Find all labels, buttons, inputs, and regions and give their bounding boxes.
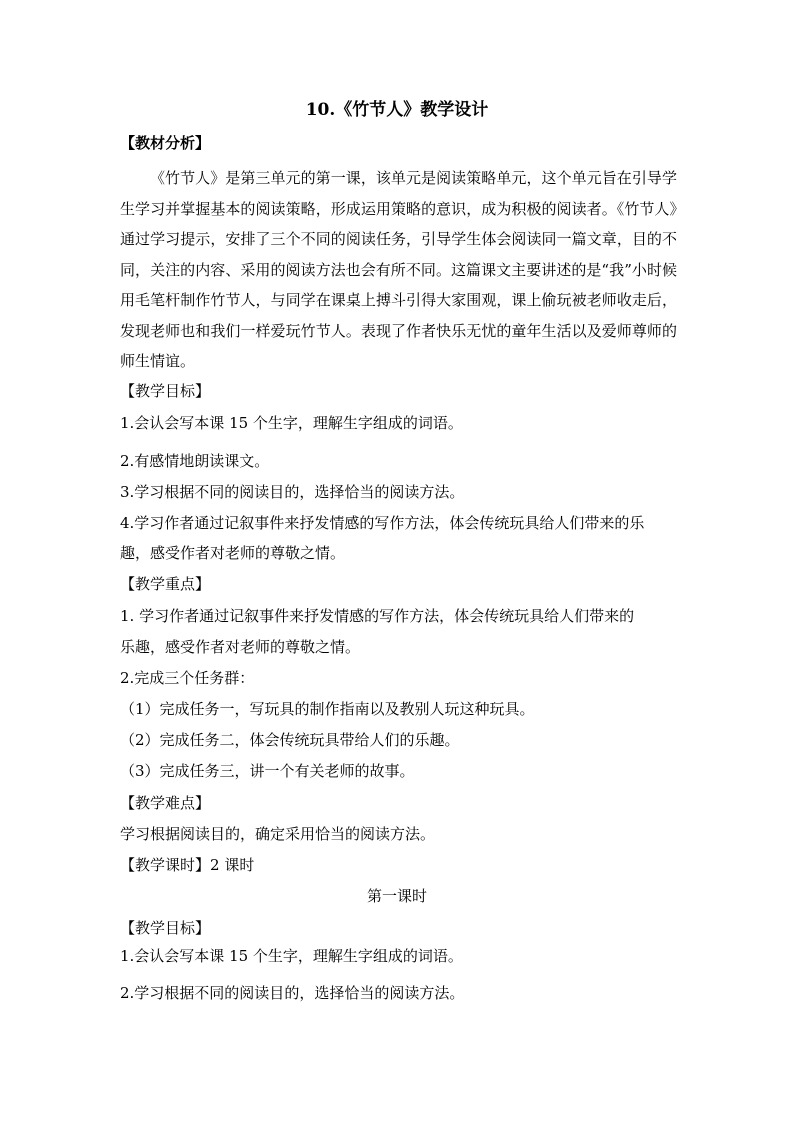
task-item: （2）完成任务二，体会传统玩具带给人们的乐趣。 bbox=[120, 731, 460, 749]
lesson-one-goal-item: 1.会认会写本课 15 个生字，理解生字组成的词语。 bbox=[120, 947, 463, 965]
hours-value: 2 课时 bbox=[210, 856, 255, 874]
lesson-one-goal-item: 2.学习根据不同的阅读目的，选择恰当的阅读方法。 bbox=[120, 984, 465, 1002]
goals-heading: 【教学目标】 bbox=[120, 382, 211, 400]
key-point-item: 2.完成三个任务群： bbox=[120, 669, 255, 687]
task-item: （1）完成任务一，写玩具的制作指南以及教别人玩这种玩具。 bbox=[120, 700, 535, 718]
key-points-heading: 【教学重点】 bbox=[120, 575, 211, 593]
goal-item: 1.会认会写本课 15 个生字，理解生字组成的词语。 bbox=[120, 414, 463, 432]
document-title: 10.《竹节人》教学设计 bbox=[305, 100, 489, 120]
goal-item: 3.学习根据不同的阅读目的，选择恰当的阅读方法。 bbox=[120, 483, 465, 501]
lesson-one-goals-heading: 【教学目标】 bbox=[120, 919, 211, 937]
goal-item: 4.学习作者通过记叙事件来抒发情感的写作方法，体会传统玩具给人们带来的乐 bbox=[120, 514, 645, 532]
task-item: （3）完成任务三，讲一个有关老师的故事。 bbox=[120, 762, 415, 780]
difficulty-heading: 【教学难点】 bbox=[120, 794, 211, 812]
goal-item-continued: 趣，感受作者对老师的尊敬之情。 bbox=[120, 544, 346, 562]
key-point-item-continued: 乐趣，感受作者对老师的尊敬之情。 bbox=[120, 638, 361, 656]
goal-item: 2.有感情地朗读课文。 bbox=[120, 452, 270, 470]
key-point-item: 1. 学习作者通过记叙事件来抒发情感的写作方法，体会传统玩具给人们带来的 bbox=[120, 607, 635, 625]
difficulty-text: 学习根据阅读目的，确定采用恰当的阅读方法。 bbox=[120, 825, 436, 843]
analysis-heading: 【教材分析】 bbox=[120, 134, 211, 152]
analysis-paragraph: 《竹节人》是第三单元的第一课，该单元是阅读策略单元，这个单元旨在引导学生学习并掌握基本的阅读策略，形成运用策略的意识，成为积极的阅读者。《竹节人》通过学习提示，安排了三个不同的阅读任务，引导学生体会阅读同一篇文章，目的不同，关注的内容、采用的阅读方法也会有所不同。这篇课文主要讲述的是“我”小时候用毛笔杆制作竹节人，与同学在课桌上搏斗引得大家围观，课上偷玩被老师收走后，发现老师也和我们一样爱玩竹节人。表现了作者快乐无忧的童年生活以及爱师尊师的师生情谊。 bbox=[120, 169, 677, 370]
hours-heading: 【教学课时】 bbox=[120, 856, 211, 874]
hours-line bbox=[120, 855, 254, 875]
lesson-one-title: 第一课时 bbox=[366, 887, 427, 905]
